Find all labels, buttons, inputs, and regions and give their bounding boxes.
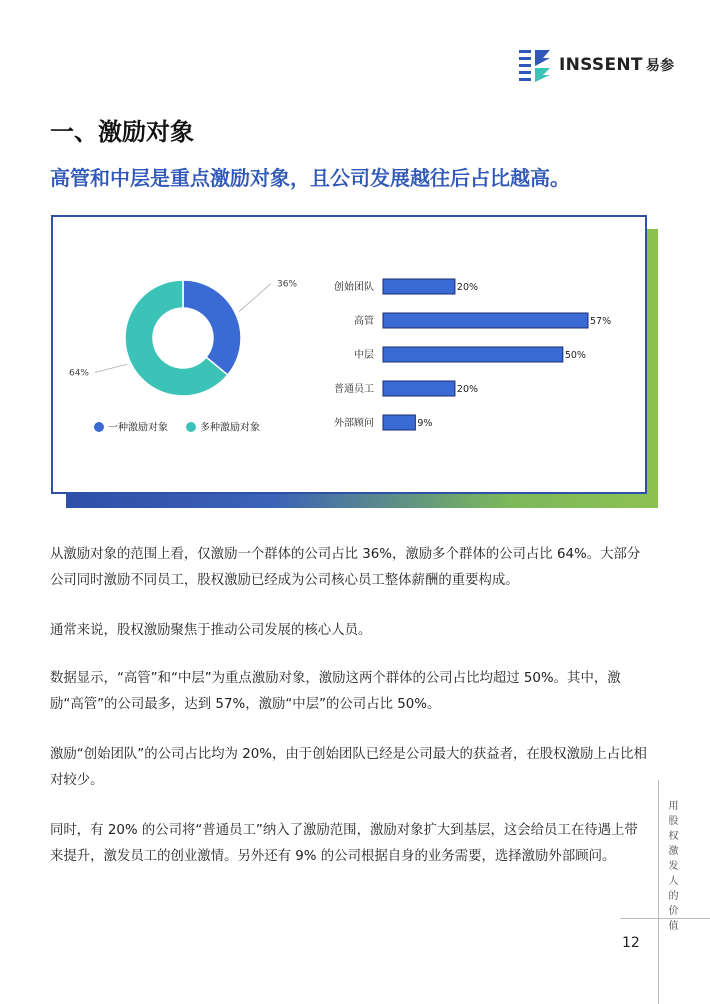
- bar-data-label: 9%: [417, 418, 433, 429]
- bar: [383, 313, 588, 328]
- bar: [383, 381, 455, 396]
- chart-card: [51, 215, 647, 494]
- legend-label: 一种激励对象: [108, 422, 168, 434]
- brand-logo: [519, 47, 674, 83]
- side-rule-vertical: [658, 780, 659, 1004]
- insent-logo-icon: [519, 48, 551, 82]
- paragraph-1: 从激励对象的范围上看，仅激励一个群体的公司占比 36%，激励多个群体的公司占比 64%。大部分公司同时激励不同员工，股权激励已经成为公司核心员工整体薪酬的重要构成。: [50, 547, 641, 588]
- paragraph-4: 激励“创始团队”的公司占比均为 20%，由于创始团队已经是公司最大的获益者，在股权激励上占比相对较少。: [50, 747, 647, 788]
- bar: [383, 415, 415, 430]
- bar-category-label: 中层: [354, 350, 374, 361]
- bar: [383, 279, 455, 294]
- bar-data-label: 50%: [564, 350, 586, 361]
- section-title: 一、激励对象: [50, 118, 194, 146]
- paragraph-2: 通常来说，股权激励聚焦于推动公司发展的核心人员。: [50, 623, 372, 638]
- bar-chart: [53, 217, 645, 492]
- card-shadow-gradient: [66, 492, 658, 508]
- bar-data-label: 20%: [456, 282, 479, 293]
- paragraph-5: 同时，有 20% 的公司将“普通员工”纳入了激励范围，激励对象扩大到基层，这会给员工在待遇上带来提升，激发员工的创业激情。另外还有 9% 的公司根据自身的业务需要，选择激励外部顾问。: [50, 823, 638, 864]
- bar-category-label: 外部顾问: [334, 418, 374, 429]
- section-subtitle: 高管和中层是重点激励对象，且公司发展越往后占比越高。: [50, 166, 570, 190]
- paragraph-3: 数据显示，“高管”和“中层”为重点激励对象，激励这两个群体的公司占比均超过 50%。其中，激励“高管”的公司最多，达到 57%，激励“中层”的公司占比 50%。: [50, 671, 621, 712]
- bar-data-label: 57%: [590, 316, 612, 327]
- bar: [383, 347, 563, 362]
- bar-category-label: 创始团队: [334, 282, 374, 293]
- page-number: 12: [622, 935, 640, 951]
- side-slogan: 用股权激发人的价值: [666, 800, 677, 935]
- legend-label: 多种激励对象: [200, 422, 260, 434]
- bar-category-label: 高管: [354, 316, 374, 327]
- donut-data-label: 64%: [68, 368, 89, 379]
- donut-data-label: 36%: [277, 279, 298, 290]
- brand-name: INSSENT: [559, 55, 643, 75]
- brand-name-cn: 易参: [645, 58, 675, 74]
- bar-data-label: 20%: [456, 384, 479, 395]
- bar-category-label: 普通员工: [334, 384, 374, 395]
